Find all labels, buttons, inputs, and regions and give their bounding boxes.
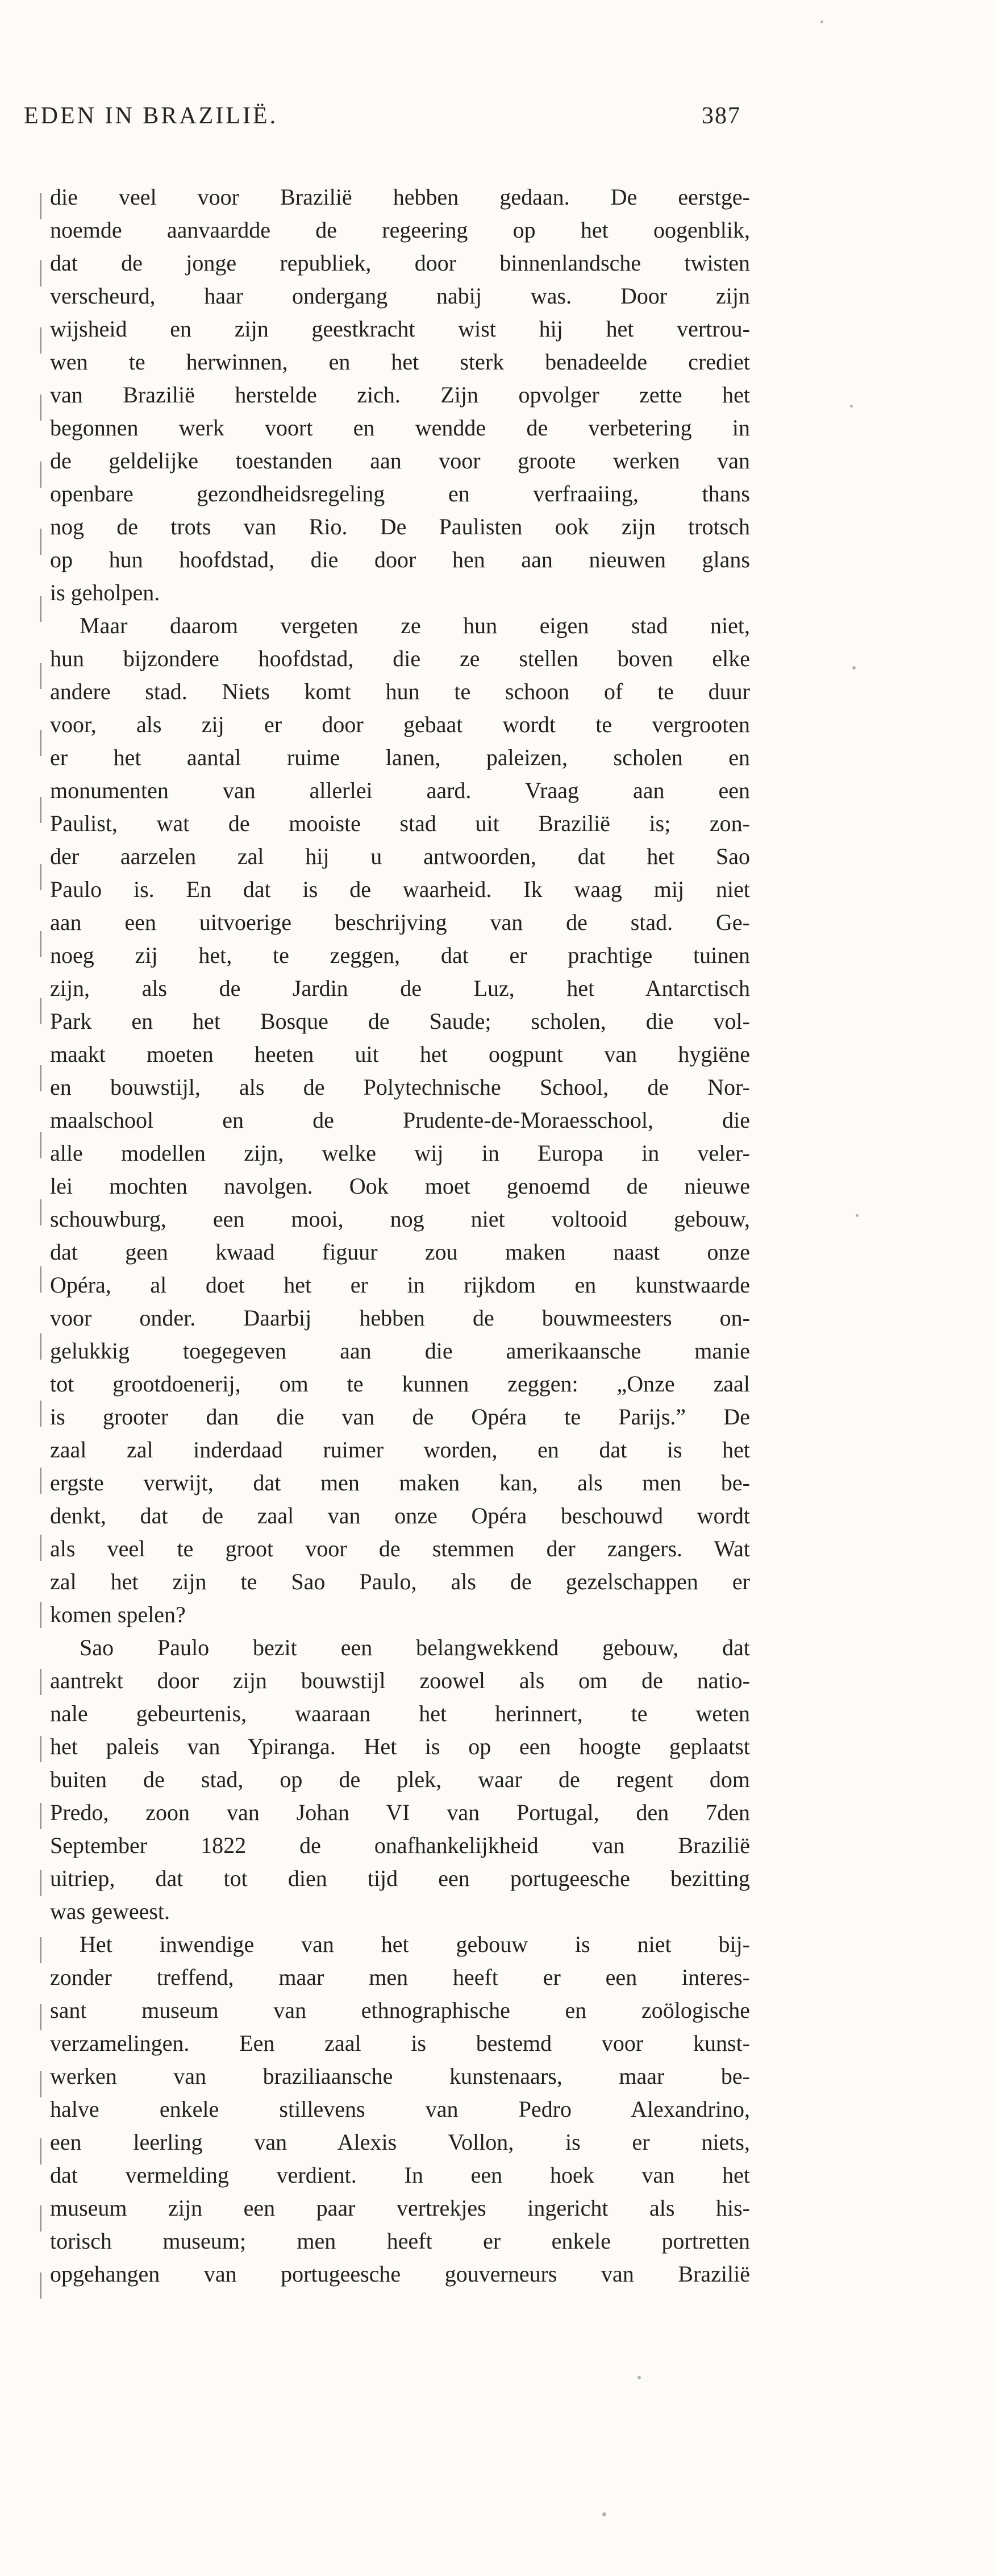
text-line: Predo, zoon van Johan VI van Portugal, den 7den xyxy=(50,1800,750,1825)
text-line: lei mochten navolgen. Ook moet genoemd de nieuwe xyxy=(50,1173,750,1199)
text-line: er het aantal ruime lanen, paleizen, scholen en xyxy=(50,745,750,770)
scan-speck xyxy=(637,2376,641,2379)
text-line: het paleis van Ypiranga. Het is op een hoogte geplaatst xyxy=(50,1734,750,1759)
text-line: van Brazilië herstelde zich. Zijn opvolger zette het xyxy=(50,382,750,408)
paragraph xyxy=(50,181,750,609)
text-line: verscheurd, haar ondergang nabij was. Door zijn xyxy=(50,283,750,309)
text-line: schouwburg, een mooi, nog niet voltooid gebouw, xyxy=(50,1206,750,1232)
text-line: nog de trots van Rio. De Paulisten ook zijn trotsch xyxy=(50,514,750,539)
text-line: maalschool en de Prudente-de-Moraesschool, die xyxy=(50,1107,750,1133)
text-line: buiten de stad, op de plek, waar de regent dom xyxy=(50,1767,750,1792)
text-line: September 1822 de onafhankelijkheid van Brazilië xyxy=(50,1833,750,1858)
text-line: wen te herwinnen, en het sterk benadeelde crediet xyxy=(50,349,750,375)
scan-speck xyxy=(820,20,823,23)
text-line: die veel voor Brazilië hebben gedaan. De eerstge- xyxy=(50,184,750,210)
text-line: sant museum van ethnographische en zoölogische xyxy=(50,1997,750,2023)
text-line: tot grootdoenerij, om te kunnen zeggen: „Onze zaal xyxy=(50,1371,750,1397)
text-line: alle modellen zijn, welke wij in Europa in veler- xyxy=(50,1140,750,1166)
text-line: monumenten van allerlei aard. Vraag aan een xyxy=(50,778,750,803)
text-line: Het inwendige van het gebouw is niet bij- xyxy=(80,1931,750,1957)
text-line: dat vermelding verdient. In een hoek van het xyxy=(50,2162,750,2188)
text-line: aan een uitvoerige beschrijving van de stad. Ge- xyxy=(50,909,750,935)
text-line: is grooter dan die van de Opéra te Parijs.” De xyxy=(50,1404,750,1430)
page-number: 387 xyxy=(702,103,741,129)
paragraph xyxy=(50,1928,750,2291)
text-line: openbare gezondheidsregeling en verfraaiing, thans xyxy=(50,481,750,506)
text-line: museum zijn een paar vertrekjes ingericht als his- xyxy=(50,2195,750,2221)
scan-speck xyxy=(850,405,853,408)
text-line: gelukkig toegegeven aan die amerikaansche manie xyxy=(50,1338,750,1364)
text-line: komen spelen? xyxy=(50,1602,186,1627)
text-line: zaal zal inderdaad ruimer worden, en dat is het xyxy=(50,1437,750,1462)
text-line: voor onder. Daarbij hebben de bouwmeesters on- xyxy=(50,1305,750,1331)
text-line: Sao Paulo bezit een belangwekkend gebouw, dat xyxy=(80,1635,750,1660)
scan-speck xyxy=(602,2512,606,2516)
text-line: Park en het Bosque de Saude; scholen, die vol- xyxy=(50,1008,750,1034)
scan-speck xyxy=(852,666,856,670)
text-line: is geholpen. xyxy=(50,580,160,605)
running-title: EDEN IN BRAZILIË. xyxy=(24,103,278,129)
text-line: ergste verwijt, dat men maken kan, als men be- xyxy=(50,1470,750,1495)
text-line: noeg zij het, te zeggen, dat er prachtige tuinen xyxy=(50,942,750,968)
text-line: zijn, als de Jardin de Luz, het Antarctisch xyxy=(50,975,750,1001)
text-line: was geweest. xyxy=(50,1898,170,1924)
text-line: zonder treffend, maar men heeft er een interes- xyxy=(50,1964,750,1990)
text-line: torisch museum; men heeft er enkele portretten xyxy=(50,2228,750,2254)
text-line: hun bijzondere hoofdstad, die ze stellen boven elke xyxy=(50,646,750,671)
page-header xyxy=(24,102,741,130)
text-line: uitriep, dat tot dien tijd een portugeesche bezitting xyxy=(50,1865,750,1891)
text-line: dat de jonge republiek, door binnenlandsche twisten xyxy=(50,250,750,276)
text-line: dat geen kwaad figuur zou maken naast onze xyxy=(50,1239,750,1265)
text-line: denkt, dat de zaal van onze Opéra beschouwd wordt xyxy=(50,1503,750,1528)
text-line: wijsheid en zijn geestkracht wist hij het vertrou- xyxy=(50,316,750,342)
text-line: Opéra, al doet het er in rijkdom en kunstwaarde xyxy=(50,1272,750,1298)
text-line: andere stad. Niets komt hun te schoon of te duur xyxy=(50,679,750,704)
text-line: nale gebeurtenis, waaraan het herinnert, te weten xyxy=(50,1701,750,1726)
gutter-scan-line xyxy=(40,193,41,2308)
text-line: de geldelijke toestanden aan voor groote werken van xyxy=(50,448,750,473)
text-line: opgehangen van portugeesche gouverneurs van Brazilië xyxy=(50,2261,750,2287)
text-line: Paulo is. En dat is de waarheid. Ik waag mij niet xyxy=(50,876,750,902)
paragraph xyxy=(50,609,750,1631)
text-line: noemde aanvaardde de regeering op het oogenblik, xyxy=(50,217,750,243)
text-line: zal het zijn te Sao Paulo, als de gezelschappen er xyxy=(50,1569,750,1594)
text-line: verzamelingen. Een zaal is bestemd voor kunst- xyxy=(50,2030,750,2056)
text-line: als veel te groot voor de stemmen der zangers. Wat xyxy=(50,1536,750,1561)
paragraph xyxy=(50,1631,750,1928)
text-line: maakt moeten heeten uit het oogpunt van hygiëne xyxy=(50,1041,750,1067)
text-line: werken van braziliaansche kunstenaars, maar be- xyxy=(50,2063,750,2089)
text-line: begonnen werk voort en wendde de verbetering in xyxy=(50,415,750,441)
text-line: der aarzelen zal hij u antwoorden, dat het Sao xyxy=(50,844,750,869)
text-line: halve enkele stillevens van Pedro Alexandrino, xyxy=(50,2096,750,2122)
text-line: voor, als zij er door gebaat wordt te vergrooten xyxy=(50,712,750,737)
text-line: Maar daarom vergeten ze hun eigen stad niet, xyxy=(80,613,750,638)
text-line: aantrekt door zijn bouwstijl zoowel als om de natio- xyxy=(50,1668,750,1693)
text-block xyxy=(50,181,750,2291)
text-line: op hun hoofdstad, die door hen aan nieuwen glans xyxy=(50,547,750,572)
text-line: Paulist, wat de mooiste stad uit Brazilië is; zon- xyxy=(50,811,750,836)
scan-speck xyxy=(856,1214,859,1217)
text-line: en bouwstijl, als de Polytechnische School, de Nor- xyxy=(50,1074,750,1100)
text-line: een leerling van Alexis Vollon, is er niets, xyxy=(50,2129,750,2155)
